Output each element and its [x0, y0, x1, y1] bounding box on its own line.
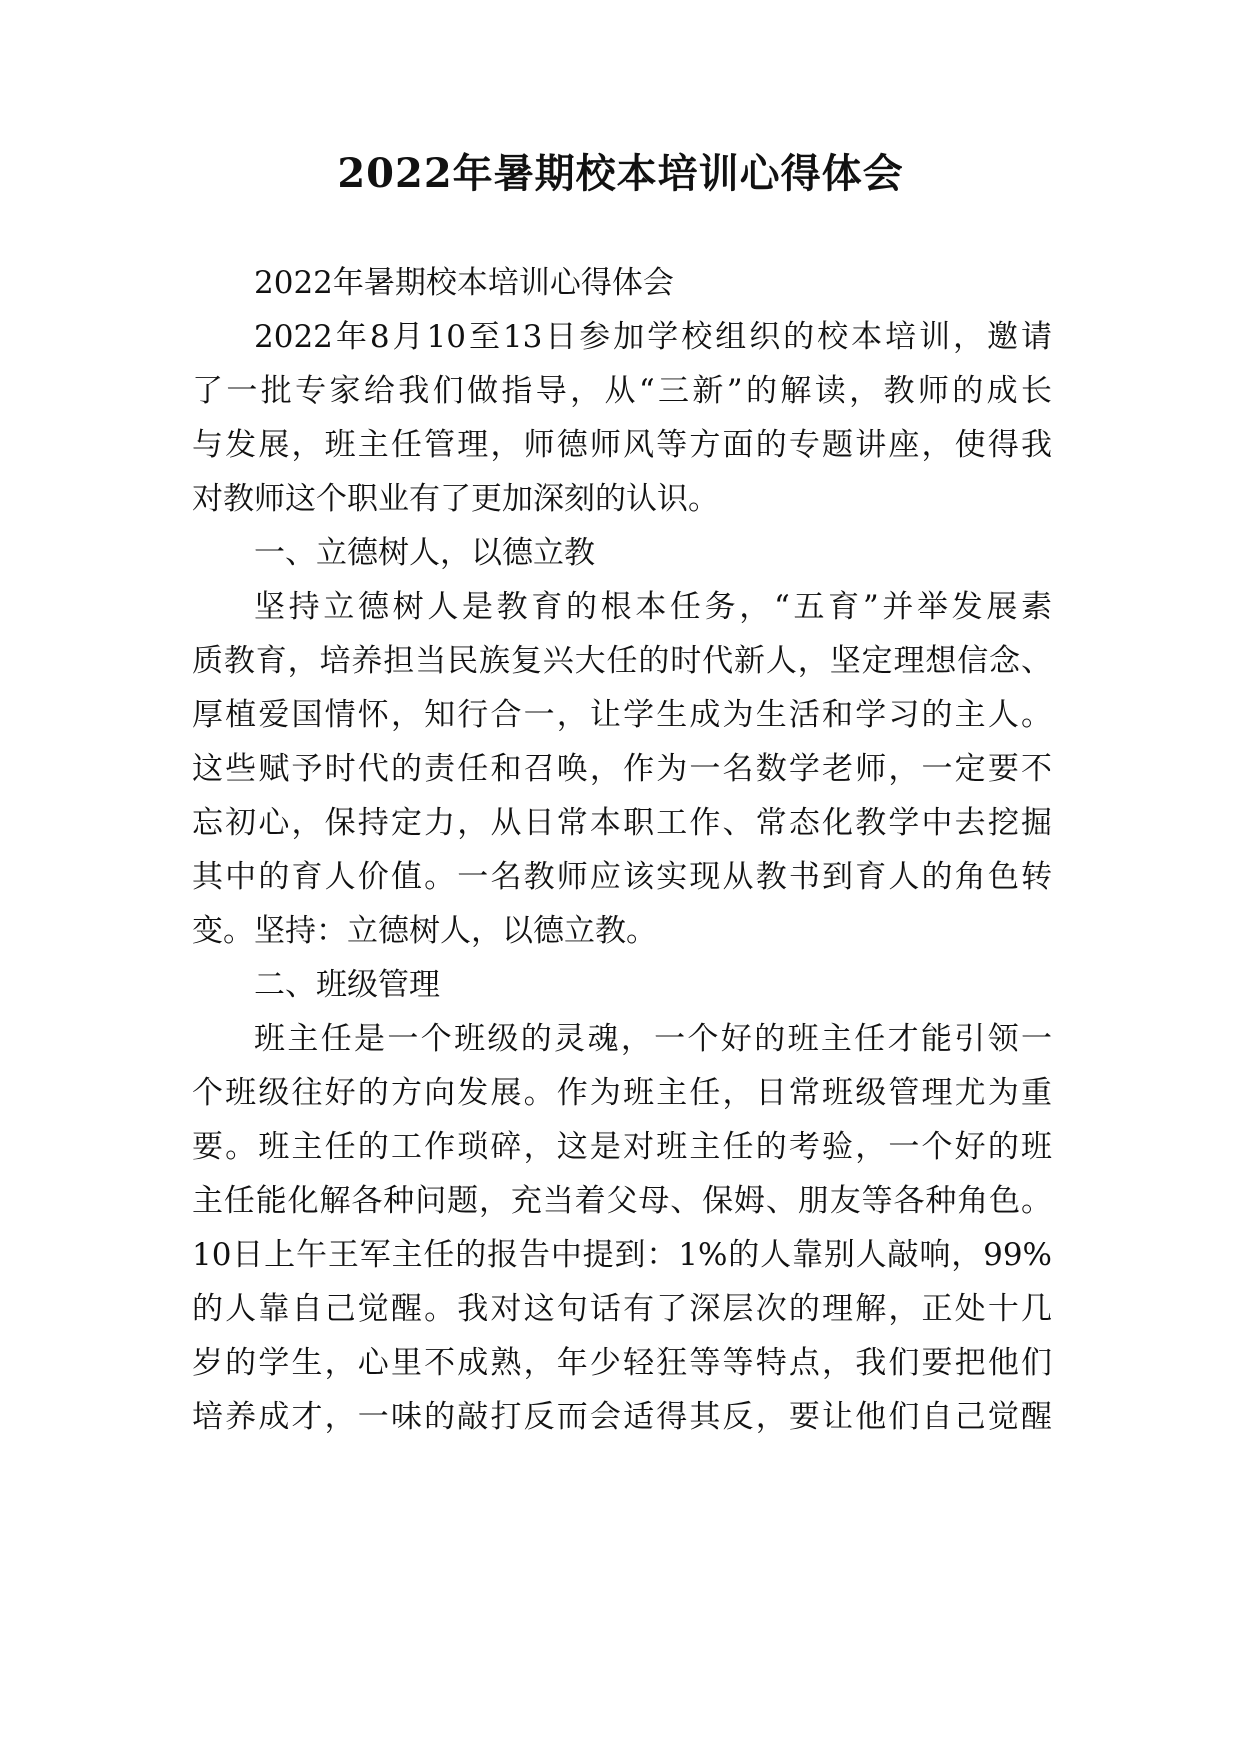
paragraph-line: 变。坚持：立德树人，以德立教。 [192, 913, 657, 949]
section-heading: 一、立德树人，以德立教 [254, 535, 595, 571]
paragraph-line: 其中的育人价值。一名教师应该实现从教书到育人的角色转 [192, 859, 1052, 895]
paragraph-line: 班主任是一个班级的灵魂，一个好的班主任才能引领一 [254, 1021, 1052, 1057]
paragraph-line: 了一批专家给我们做指导，从“三新”的解读，教师的成长 [192, 373, 1052, 409]
section-heading: 二、班级管理 [254, 967, 440, 1003]
paragraph-line: 主任能化解各种问题，充当着父母、保姆、朋友等各种角色。 [192, 1183, 1052, 1219]
document-title: 2022年暑期校本培训心得体会 [337, 150, 904, 197]
paragraph-line: 培养成才，一味的敲打反而会适得其反，要让他们自己觉醒 [192, 1399, 1052, 1435]
paragraph-line: 的人靠自己觉醒。我对这句话有了深层次的理解，正处十几 [192, 1291, 1052, 1327]
paragraph-line: 对教师这个职业有了更加深刻的认识。 [192, 481, 719, 517]
subtitle-line: 2022年暑期校本培训心得体会 [254, 265, 674, 301]
paragraph-line: 坚持立德树人是教育的根本任务，“五育”并举发展素 [254, 589, 1052, 625]
paragraph-line: 要。班主任的工作琐碎，这是对班主任的考验，一个好的班 [192, 1129, 1052, 1165]
paragraph-line: 忘初心，保持定力，从日常本职工作、常态化教学中去挖掘 [192, 805, 1052, 841]
paragraph-line: 2022年8月10至13日参加学校组织的校本培训，邀请 [254, 319, 1052, 355]
paragraph-line: 岁的学生，心里不成熟，年少轻狂等等特点，我们要把他们 [192, 1345, 1052, 1381]
paragraph-line: 这些赋予时代的责任和召唤，作为一名数学老师，一定要不 [192, 751, 1052, 787]
paragraph-line: 10日上午王军主任的报告中提到：1%的人靠别人敲响，99% [192, 1237, 1052, 1273]
paragraph-line: 与发展，班主任管理，师德师风等方面的专题讲座，使得我 [192, 427, 1052, 463]
paragraph-line: 个班级往好的方向发展。作为班主任，日常班级管理尤为重 [192, 1075, 1052, 1111]
paragraph-line: 厚植爱国情怀，知行合一，让学生成为生活和学习的主人。 [192, 697, 1052, 733]
paragraph-line: 质教育，培养担当民族复兴大任的时代新人，坚定理想信念、 [192, 643, 1052, 679]
